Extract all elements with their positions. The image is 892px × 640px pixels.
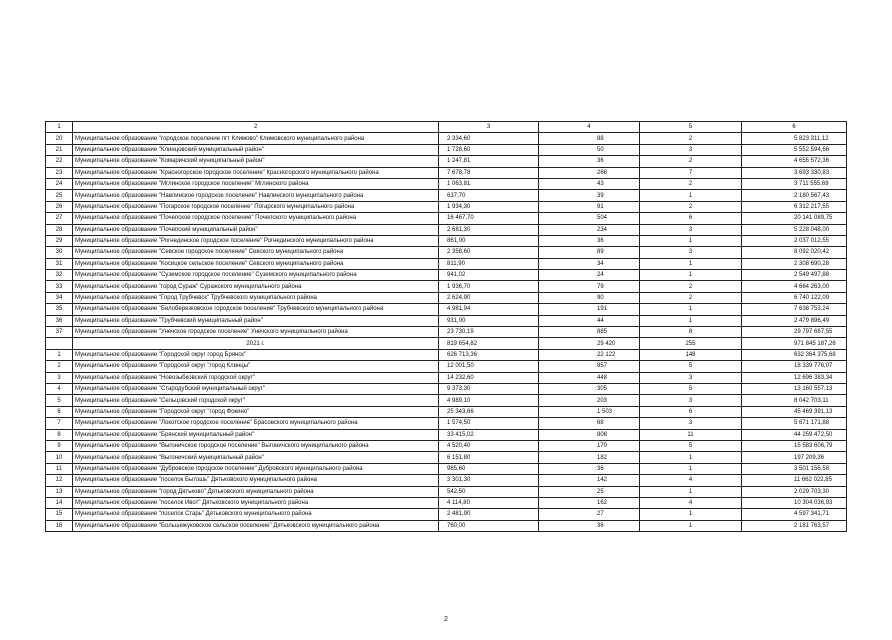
quantity-value: 2 bbox=[640, 201, 742, 212]
area-value: 3 301,30 bbox=[439, 475, 539, 486]
row-number: 13 bbox=[46, 486, 73, 497]
count-value: 90 bbox=[539, 292, 640, 303]
amount-value: 20 141 089,75 bbox=[742, 213, 847, 224]
count-value: 191 bbox=[539, 304, 640, 315]
row-number: 7 bbox=[46, 418, 73, 429]
area-value: 1 728,60 bbox=[439, 144, 539, 155]
table-row bbox=[46, 509, 847, 520]
row-number: 21 bbox=[46, 144, 73, 155]
count-value: 142 bbox=[539, 475, 640, 486]
amount-value: 15 583 606,79 bbox=[742, 440, 847, 451]
table-row bbox=[46, 247, 847, 258]
amount-value: 2 479 896,49 bbox=[742, 315, 847, 326]
table-row bbox=[46, 349, 847, 360]
quantity-value: 3 bbox=[640, 247, 742, 258]
quantity-value: 1 bbox=[640, 235, 742, 246]
table-row bbox=[46, 418, 847, 429]
row-number: 22 bbox=[46, 156, 73, 167]
quantity-value: 2 bbox=[640, 281, 742, 292]
amount-value: 5 671 171,88 bbox=[742, 418, 847, 429]
area-value: 941,02 bbox=[439, 270, 539, 281]
table-row bbox=[46, 144, 847, 155]
amount-value: 7 638 753,24 bbox=[742, 304, 847, 315]
row-number: 27 bbox=[46, 213, 73, 224]
quantity-value: 5 bbox=[640, 361, 742, 372]
table-row bbox=[46, 213, 847, 224]
amount-value: 4 597 341,71 bbox=[742, 509, 847, 520]
quantity-value: 2 bbox=[640, 178, 742, 189]
count-value: 36 bbox=[539, 463, 640, 474]
quantity-value: 8 bbox=[640, 327, 742, 338]
amount-value: 11 662 022,85 bbox=[742, 475, 847, 486]
row-number: 24 bbox=[46, 178, 73, 189]
count-value: 1 503 bbox=[539, 406, 640, 417]
municipality-name: Муниципальное образование "Город Трубчевск" Трубчевского муниципального района bbox=[73, 292, 439, 303]
area-value: 2 624,90 bbox=[439, 292, 539, 303]
table-row bbox=[46, 258, 847, 269]
table-row bbox=[46, 235, 847, 246]
row-number: 12 bbox=[46, 475, 73, 486]
municipality-name: Муниципальное образование "Городской округ "город Фокино" bbox=[73, 406, 439, 417]
amount-value: 2 308 690,28 bbox=[742, 258, 847, 269]
count-value: 266 bbox=[539, 167, 640, 178]
municipality-name: Муниципальное образование "Трубчевский муниципальный район" bbox=[73, 315, 439, 326]
area-value: 6 151,80 bbox=[439, 452, 539, 463]
table-row bbox=[46, 156, 847, 167]
area-value: 4 114,80 bbox=[439, 497, 539, 508]
amount-value: 3 501 156,58 bbox=[742, 463, 847, 474]
quantity-value: 3 bbox=[640, 418, 742, 429]
row-number: 8 bbox=[46, 429, 73, 440]
area-value: 14 232,60 bbox=[439, 372, 539, 383]
quantity-value: 1 bbox=[640, 190, 742, 201]
amount-value: 45 469 391,13 bbox=[742, 406, 847, 417]
count-value: 504 bbox=[539, 213, 640, 224]
amount-value: 18 339 776,07 bbox=[742, 361, 847, 372]
municipality-name: Муниципальное образование "Суземское городское поселение" Суземского муниципального района bbox=[73, 270, 439, 281]
area-value: 2 681,30 bbox=[439, 224, 539, 235]
area-value: 542,50 bbox=[439, 486, 539, 497]
municipality-name: Муниципальное образование "поселок Старь" Дятьковского муниципального района bbox=[73, 509, 439, 520]
area-value: 2 334,60 bbox=[439, 133, 539, 144]
municipality-name: Муниципальное образование "Унечское городское поселение" Унечского муниципального района bbox=[73, 327, 439, 338]
area-value: 1 934,30 bbox=[439, 201, 539, 212]
quantity-value: 1 bbox=[640, 270, 742, 281]
municipality-name: Муниципальное образование "город Сураж" Суражского муниципального района bbox=[73, 281, 439, 292]
municipality-name: Муниципальное образование "Выгоничский муниципальный район" bbox=[73, 452, 439, 463]
municipality-name: Муниципальное образование "Навлинское городское поселение" Навлинского муниципального района bbox=[73, 190, 439, 201]
subtotal-label: 2021 г. bbox=[73, 338, 439, 349]
count-value: 885 bbox=[539, 327, 640, 338]
municipality-name: Муниципальное образование "Комаричский муниципальный район" bbox=[73, 156, 439, 167]
municipality-name: Муниципальное образование "город Дятьково" Дятьковского муниципального района bbox=[73, 486, 439, 497]
table-row bbox=[46, 201, 847, 212]
area-value: 760,00 bbox=[439, 520, 539, 531]
area-value: 1 574,50 bbox=[439, 418, 539, 429]
area-value: 23 730,19 bbox=[439, 327, 539, 338]
row-number: 35 bbox=[46, 304, 73, 315]
amount-value: 3 693 330,83 bbox=[742, 167, 847, 178]
count-value: 27 bbox=[539, 509, 640, 520]
row-number: 10 bbox=[46, 452, 73, 463]
table-row bbox=[46, 406, 847, 417]
table-row bbox=[46, 475, 847, 486]
quantity-value: 148 bbox=[640, 349, 742, 360]
row-number: 4 bbox=[46, 383, 73, 394]
quantity-value: 3 bbox=[640, 224, 742, 235]
count-value: 34 bbox=[539, 258, 640, 269]
quantity-value: 1 bbox=[640, 520, 742, 531]
area-value: 4 989,10 bbox=[439, 395, 539, 406]
area-value: 2 358,60 bbox=[439, 247, 539, 258]
municipality-name: Муниципальное образование "Почепский муниципальный район" bbox=[73, 224, 439, 235]
row-number: 33 bbox=[46, 281, 73, 292]
count-value: 22 122 bbox=[539, 349, 640, 360]
amount-value: 2 180 567,43 bbox=[742, 190, 847, 201]
table-row bbox=[46, 463, 847, 474]
municipality-name: Муниципальное образование "Почепское городское поселение" Почепского муниципального района bbox=[73, 213, 439, 224]
table-row bbox=[46, 372, 847, 383]
subtotal-amount: 971 845 187,26 bbox=[742, 338, 847, 349]
municipality-name: Муниципальное образование "Дубровское городское поселение" Дубровского муниципального района bbox=[73, 463, 439, 474]
area-value: 25 343,66 bbox=[439, 406, 539, 417]
amount-value: 2 029 703,30 bbox=[742, 486, 847, 497]
table-row bbox=[46, 167, 847, 178]
table-row bbox=[46, 520, 847, 531]
table-row bbox=[46, 497, 847, 508]
row-number: 5 bbox=[46, 395, 73, 406]
amount-value: 29 797 687,55 bbox=[742, 327, 847, 338]
column-number-3: 3 bbox=[439, 122, 539, 133]
area-value: 16 467,70 bbox=[439, 213, 539, 224]
count-value: 203 bbox=[539, 395, 640, 406]
column-number-4: 4 bbox=[539, 122, 640, 133]
table-row bbox=[46, 304, 847, 315]
area-value: 9 373,30 bbox=[439, 383, 539, 394]
amount-value: 12 696 383,34 bbox=[742, 372, 847, 383]
amount-value: 10 304 036,93 bbox=[742, 497, 847, 508]
count-value: 857 bbox=[539, 361, 640, 372]
count-value: 24 bbox=[539, 270, 640, 281]
count-value: 234 bbox=[539, 224, 640, 235]
municipality-name: Муниципальное образование "Стародубский муниципальный округ" bbox=[73, 383, 439, 394]
quantity-value: 3 bbox=[640, 395, 742, 406]
municipality-name: Муниципальное образование "Городской округ город Брянск" bbox=[73, 349, 439, 360]
municipality-name: Муниципальное образование "Новозыбковский городской округ" bbox=[73, 372, 439, 383]
count-value: 44 bbox=[539, 315, 640, 326]
quantity-value: 3 bbox=[640, 144, 742, 155]
count-value: 39 bbox=[539, 190, 640, 201]
municipality-name: Муниципальное образование "Погарское городское поселение" Погарского муниципального района bbox=[73, 201, 439, 212]
quantity-value: 6 bbox=[640, 213, 742, 224]
municipality-name: Муниципальное образование "городское поселение пгт Климово" Климовского муниципального района bbox=[73, 133, 439, 144]
row-number: 25 bbox=[46, 190, 73, 201]
area-value: 1 936,70 bbox=[439, 281, 539, 292]
count-value: 182 bbox=[539, 452, 640, 463]
table-row bbox=[46, 133, 847, 144]
row-number: 2 bbox=[46, 361, 73, 372]
amount-value: 44 259 472,50 bbox=[742, 429, 847, 440]
table-row bbox=[46, 270, 847, 281]
municipality-name: Муниципальное образование "поселок Ивот" Дятьковского муниципального района bbox=[73, 497, 439, 508]
quantity-value: 1 bbox=[640, 463, 742, 474]
column-number-6: 6 bbox=[742, 122, 847, 133]
table-row bbox=[46, 395, 847, 406]
column-number-row bbox=[46, 122, 847, 133]
count-value: 36 bbox=[539, 156, 640, 167]
count-value: 305 bbox=[539, 383, 640, 394]
count-value: 91 bbox=[539, 201, 640, 212]
amount-value: 8 042 703,11 bbox=[742, 395, 847, 406]
municipality-name: Муниципальное образование "поселок Бытошь" Дятьковского муниципального района bbox=[73, 475, 439, 486]
area-value: 7 678,78 bbox=[439, 167, 539, 178]
quantity-value: 1 bbox=[640, 452, 742, 463]
subtotal-row bbox=[46, 338, 847, 349]
count-value: 36 bbox=[539, 520, 640, 531]
count-value: 43 bbox=[539, 178, 640, 189]
row-number: 14 bbox=[46, 497, 73, 508]
count-value: 50 bbox=[539, 144, 640, 155]
quantity-value: 5 bbox=[640, 383, 742, 394]
area-value: 985,60 bbox=[439, 463, 539, 474]
amount-value: 2 181 763,57 bbox=[742, 520, 847, 531]
quantity-value: 3 bbox=[640, 372, 742, 383]
amount-value: 197 209,36 bbox=[742, 452, 847, 463]
row-number: 37 bbox=[46, 327, 73, 338]
count-value: 89 bbox=[539, 247, 640, 258]
municipality-name: Муниципальное образование "Городской округ "город Клинцы" bbox=[73, 361, 439, 372]
table-row bbox=[46, 361, 847, 372]
municipality-name: Муниципальное образование "Локотское городское поселение" Брасовского муниципального района bbox=[73, 418, 439, 429]
municipality-name: Муниципальное образование "Косицкое сельское поселение" Севского муниципального района bbox=[73, 258, 439, 269]
row-number: 9 bbox=[46, 440, 73, 451]
amount-value: 6 312 217,55 bbox=[742, 201, 847, 212]
amount-value: 8 092 020,42 bbox=[742, 247, 847, 258]
count-value: 808 bbox=[539, 429, 640, 440]
municipality-name: Муниципальное образование "Белоберезковское городское поселение" Трубчевского муниципального района bbox=[73, 304, 439, 315]
table-row bbox=[46, 383, 847, 394]
amount-value: 632 364 375,68 bbox=[742, 349, 847, 360]
row-number bbox=[46, 338, 73, 349]
row-number: 32 bbox=[46, 270, 73, 281]
row-number: 29 bbox=[46, 235, 73, 246]
row-number: 23 bbox=[46, 167, 73, 178]
area-value: 861,00 bbox=[439, 235, 539, 246]
amount-value: 5 823 311,12 bbox=[742, 133, 847, 144]
quantity-value: 1 bbox=[640, 258, 742, 269]
area-value: 1 063,81 bbox=[439, 178, 539, 189]
quantity-value: 4 bbox=[640, 497, 742, 508]
row-number: 30 bbox=[46, 247, 73, 258]
quantity-value: 1 bbox=[640, 304, 742, 315]
area-value: 2 481,90 bbox=[439, 509, 539, 520]
area-value: 33 415,02 bbox=[439, 429, 539, 440]
quantity-value: 1 bbox=[640, 315, 742, 326]
count-value: 25 bbox=[539, 486, 640, 497]
subtotal-count: 29 420 bbox=[539, 338, 640, 349]
table-row bbox=[46, 281, 847, 292]
count-value: 170 bbox=[539, 440, 640, 451]
amount-value: 2 549 497,88 bbox=[742, 270, 847, 281]
row-number: 15 bbox=[46, 509, 73, 520]
column-number-1: 1 bbox=[46, 122, 73, 133]
table-row bbox=[46, 486, 847, 497]
quantity-value: 2 bbox=[640, 133, 742, 144]
data-table bbox=[45, 121, 847, 532]
amount-value: 4 655 572,36 bbox=[742, 156, 847, 167]
row-number: 34 bbox=[46, 292, 73, 303]
table-row bbox=[46, 327, 847, 338]
quantity-value: 4 bbox=[640, 475, 742, 486]
count-value: 162 bbox=[539, 497, 640, 508]
municipality-name: Муниципальное образование "Большежуковское сельское поселение" Дятьковского муниципального района bbox=[73, 520, 439, 531]
area-value: 12 001,50 bbox=[439, 361, 539, 372]
amount-value: 3 711 555,69 bbox=[742, 178, 847, 189]
table-row bbox=[46, 292, 847, 303]
table-row bbox=[46, 440, 847, 451]
table-row bbox=[46, 190, 847, 201]
area-value: 4 520,40 bbox=[439, 440, 539, 451]
count-value: 36 bbox=[539, 235, 640, 246]
row-number: 1 bbox=[46, 349, 73, 360]
area-value: 931,00 bbox=[439, 315, 539, 326]
municipality-name: Муниципальное образование "Брянский муниципальный район" bbox=[73, 429, 439, 440]
table-row bbox=[46, 452, 847, 463]
table-row bbox=[46, 429, 847, 440]
column-number-5: 5 bbox=[640, 122, 742, 133]
quantity-value: 11 bbox=[640, 429, 742, 440]
quantity-value: 1 bbox=[640, 509, 742, 520]
row-number: 20 bbox=[46, 133, 73, 144]
area-value: 1 247,81 bbox=[439, 156, 539, 167]
municipality-name: Муниципальное образование "Клинцовский муниципальный район" bbox=[73, 144, 439, 155]
subtotal-area: 819 654,82 bbox=[439, 338, 539, 349]
table-body bbox=[46, 122, 847, 532]
amount-value: 13 160 557,13 bbox=[742, 383, 847, 394]
quantity-value: 2 bbox=[640, 156, 742, 167]
area-value: 626 713,36 bbox=[439, 349, 539, 360]
municipality-name: Муниципальное образование "Выгоничское городское поселение" Выгоничского муниципального района bbox=[73, 440, 439, 451]
quantity-value: 5 bbox=[640, 440, 742, 451]
municipality-name: Муниципальное образование "Мглинское городское поселение" Мглинского района bbox=[73, 178, 439, 189]
quantity-value: 7 bbox=[640, 167, 742, 178]
subtotal-quantity: 255 bbox=[640, 338, 742, 349]
count-value: 68 bbox=[539, 418, 640, 429]
page-number: 2 bbox=[444, 616, 448, 623]
amount-value: 6 740 122,09 bbox=[742, 292, 847, 303]
amount-value: 4 664 263,00 bbox=[742, 281, 847, 292]
amount-value: 5 552 594,66 bbox=[742, 144, 847, 155]
area-value: 4 981,94 bbox=[439, 304, 539, 315]
amount-value: 5 228 048,00 bbox=[742, 224, 847, 235]
municipality-name: Муниципальное образование "Красногорское городское поселение" Красногорского муниципального района bbox=[73, 167, 439, 178]
row-number: 36 bbox=[46, 315, 73, 326]
count-value: 88 bbox=[539, 133, 640, 144]
count-value: 79 bbox=[539, 281, 640, 292]
area-value: 637,70 bbox=[439, 190, 539, 201]
row-number: 6 bbox=[46, 406, 73, 417]
row-number: 3 bbox=[46, 372, 73, 383]
amount-value: 2 037 012,55 bbox=[742, 235, 847, 246]
quantity-value: 2 bbox=[640, 292, 742, 303]
area-value: 811,90 bbox=[439, 258, 539, 269]
row-number: 16 bbox=[46, 520, 73, 531]
table-row bbox=[46, 224, 847, 235]
table-row bbox=[46, 178, 847, 189]
municipality-name: Муниципальное образование "Сельцовский городской округ" bbox=[73, 395, 439, 406]
row-number: 26 bbox=[46, 201, 73, 212]
column-number-2: 2 bbox=[73, 122, 439, 133]
row-number: 28 bbox=[46, 224, 73, 235]
table-row bbox=[46, 315, 847, 326]
row-number: 31 bbox=[46, 258, 73, 269]
municipality-name: Муниципальное образование "Севское городское поселение" Севского муниципального района bbox=[73, 247, 439, 258]
quantity-value: 6 bbox=[640, 406, 742, 417]
count-value: 448 bbox=[539, 372, 640, 383]
quantity-value: 1 bbox=[640, 486, 742, 497]
municipality-name: Муниципальное образование "Рогнединское городское поселение" Рогнединского муниципального района bbox=[73, 235, 439, 246]
row-number: 11 bbox=[46, 463, 73, 474]
